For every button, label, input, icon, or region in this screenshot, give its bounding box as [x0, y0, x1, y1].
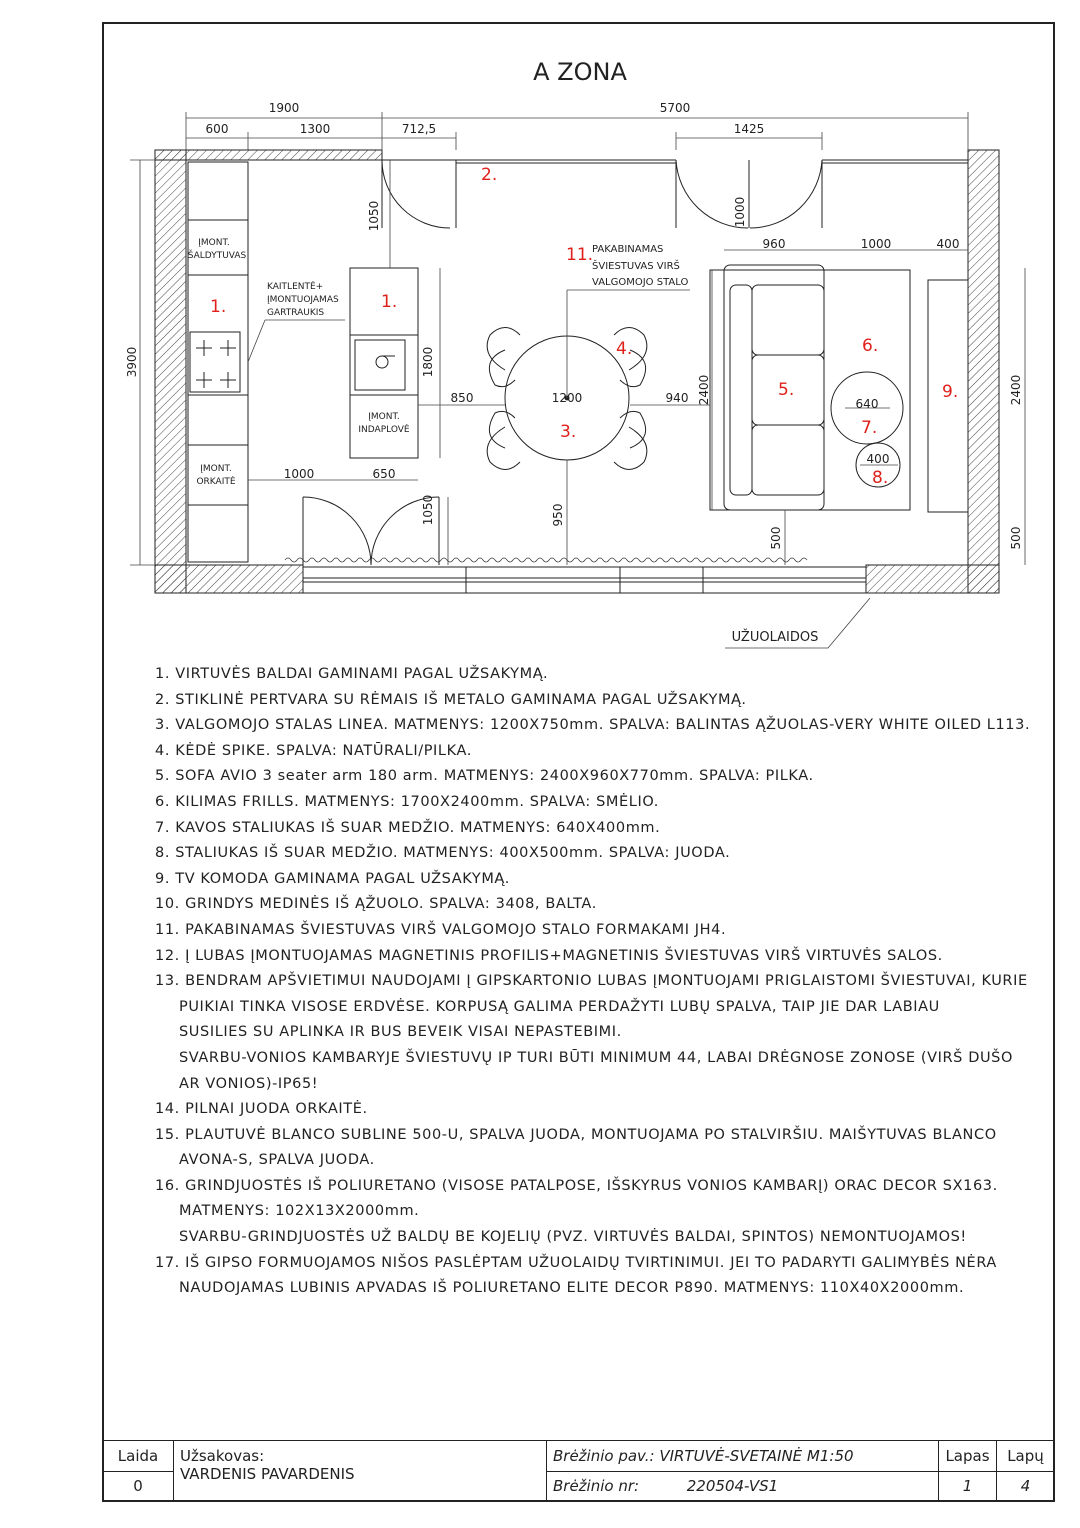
note-6: 6. KILIMAS FRILLS. MATMENYS: 1700X2400mm. SPALVA: SMĖLIO.	[155, 793, 659, 810]
sheets-value: 4	[997, 1471, 1055, 1502]
note-1: 1. VIRTUVĖS BALDAI GAMINAMI PAGAL UŽSAKYMĄ.	[155, 666, 549, 682]
dim-500-right: 500	[1009, 526, 1023, 550]
dim-1000-right: 1000	[860, 237, 892, 251]
laida-value: 0	[103, 1471, 174, 1502]
hob-label-1: KAITLENTĖ+	[267, 282, 324, 292]
door-top-right[interactable]	[676, 160, 822, 228]
laida-label: Laida	[103, 1441, 174, 1472]
sink-icon	[355, 340, 405, 390]
marker-3: 3.	[560, 422, 577, 442]
note-16: 16. GRINDJUOSTĖS IŠ POLIURETANO (VISOSE PATALPOSE, IŠSKYRUS VONIOS KAMBARĮ) ORAC DECOR SX163.	[155, 1177, 998, 1194]
note-4: 4. KĖDĖ SPIKE. SPALVA: NATŪRALI/PILKA.	[155, 742, 472, 759]
note-15-cont: AVONA-S, SPALVA JUODA.	[179, 1152, 375, 1169]
wall-bottom-right	[866, 565, 999, 593]
marker-9: 9.	[942, 382, 959, 402]
note-16-cont-2: SVARBU-GRINDJUOSTĖS UŽ BALDŲ BE KOJELIŲ (PVZ. VIRTUVĖS BALDAI, SPINTOS) NEMONTUOJAMOS!	[179, 1229, 967, 1246]
dim-650: 650	[372, 467, 396, 481]
note-3: 3. VALGOMOJO STALAS LINEA. MATMENYS: 1200X750mm. SPALVA: BALINTAS ĄŽUOLAS-VERY WHITE OILED L113.	[155, 717, 1031, 734]
note-13: 13. BENDRAM APŠVIETIMUI NAUDOJAMI Į GIPSKARTONIO LUBAS ĮMONTUOJAMI PRIGLAISTOMI ŠVIESTUVAI, KURIE	[155, 973, 1028, 990]
title-block	[102, 1440, 1055, 1502]
dishwasher-label-2: INDAPLOVĖ	[358, 425, 410, 435]
client-value: VARDENIS PAVARDENIS	[180, 1465, 355, 1483]
plan-title: A ZONA	[533, 58, 627, 86]
dimension-lines	[130, 112, 1025, 565]
client-label: Užsakovas:	[180, 1447, 265, 1465]
wall-left	[155, 150, 186, 593]
note-9: 9. TV KOMODA GAMINAMA PAGAL UŽSAKYMĄ.	[155, 870, 510, 887]
wall-bottom-left	[155, 565, 303, 593]
sheets-label: Lapų	[997, 1441, 1055, 1472]
drawing-no-cell	[547, 1471, 939, 1502]
sheet-value: 1	[939, 1471, 997, 1502]
dim-2400-sofa: 2400	[697, 374, 711, 406]
marker-5: 5.	[778, 380, 795, 400]
wall-right	[968, 150, 999, 593]
lamp-label-3: VALGOMOJO STALO	[592, 277, 689, 288]
note-10: 10. GRINDYS MEDINĖS IŠ ĄŽUOLO. SPALVA: 3408, BALTA.	[155, 896, 597, 913]
walls	[155, 150, 999, 593]
window-bottom	[303, 567, 866, 593]
dim-500-sofa: 500	[769, 526, 783, 550]
dim-400-table: 400	[866, 452, 890, 466]
note-13-cont-1: PUIKIAI TINKA VISOSE ERDVĖSE. KORPUSĄ GALIMA PERDAŽYTI LUBŲ SPALVA, TAIP JIE DAR LABIAU	[179, 998, 940, 1015]
note-17: 17. IŠ GIPSO FORMUOJAMOS NIŠOS PASLĖPTAM UŽUOLAIDŲ TVIRTINIMUI. JEI TO PADARYTI GALIMYBĖS NĖRA	[155, 1254, 997, 1271]
note-8: 8. STALIUKAS IŠ SUAR MEDŽIO. MATMENYS: 400X500mm. SPALVA: JUODA.	[155, 845, 731, 862]
fridge-label-1: ĮMONT.	[198, 238, 230, 248]
sofa	[724, 265, 824, 510]
note-5: 5. SOFA AVIO 3 seater arm 180 arm. MATMENYS: 2400X960X770mm. SPALVA: PILKA.	[155, 768, 814, 785]
marker-1-left: 1.	[210, 297, 227, 317]
drawing-name-label: Brėžinio pav.:	[553, 1446, 655, 1465]
note-14: 14. PILNAI JUODA ORKAITĖ.	[155, 1101, 368, 1118]
dim-1300: 1300	[299, 122, 331, 136]
kitchen-cabinets	[188, 162, 248, 562]
drawing-no-value: 220504-VS1	[686, 1477, 779, 1496]
marker-8: 8.	[872, 468, 889, 488]
client-cell	[174, 1441, 547, 1502]
curtain-line	[285, 558, 807, 562]
dim-850: 850	[450, 391, 474, 405]
curtains-label: UŽUOLAIDOS	[731, 630, 819, 645]
dim-3900: 3900	[125, 346, 139, 378]
oven-label-2: ORKAITĖ	[196, 477, 236, 487]
fridge-label-2: ŠALDYTUVAS	[187, 251, 247, 261]
note-2: 2. STIKLINĖ PERTVARA SU RĖMAIS IŠ METALO GAMINAMA PAGAL UŽSAKYMĄ.	[155, 691, 747, 708]
note-7: 7. KAVOS STALIUKAS IŠ SUAR MEDŽIO. MATMENYS: 640X400mm.	[155, 819, 661, 836]
dim-1050-top: 1050	[367, 200, 381, 232]
note-13-cont-4: AR VONIOS)-IP65!	[179, 1075, 319, 1092]
marker-11: 11.	[566, 245, 594, 265]
door-top-left[interactable]	[382, 160, 456, 228]
notes-list	[155, 662, 1035, 1302]
note-15: 15. PLAUTUVĖ BLANCO SUBLINE 500-U, SPALVA JUODA, MONTUOJAMA PO STALVIRŠIU. MAIŠYTUVAS BLANCO	[155, 1126, 997, 1143]
note-13-cont-2: SUSILIES SU APLINKA IR BUS BEVEIK VISAI NEPASTEBIMI.	[179, 1024, 622, 1041]
door-bottom-left[interactable]	[303, 494, 439, 565]
dim-5700: 5700	[659, 101, 691, 115]
marker-7: 7.	[861, 418, 878, 438]
note-13-cont-3: SVARBU-VONIOS KAMBARYJE ŠVIESTUVŲ IP TURI BŪTI MINIMUM 44, LABAI DRĖGNOSE ZONOSE (VIRŠ DUŠO	[179, 1049, 1013, 1066]
dishwasher-label-1: ĮMONT.	[368, 412, 400, 422]
hob-label-2: ĮMONTUOJAMAS	[267, 295, 339, 305]
dim-1000-bottom: 1000	[283, 467, 315, 481]
dim-1000-top: 1000	[733, 196, 747, 228]
lamp-label-1: PAKABINAMAS	[592, 244, 664, 255]
marker-4: 4.	[616, 339, 633, 359]
marker-1-island: 1.	[381, 292, 398, 312]
note-11: 11. PAKABINAMAS ŠVIESTUVAS VIRŠ VALGOMOJO STALO FORMAKAMI JH4.	[155, 921, 727, 938]
floor-plan	[0, 0, 1080, 660]
sheet-label: Lapas	[939, 1441, 997, 1472]
dim-950: 950	[551, 503, 565, 527]
note-12: 12. Į LUBAS ĮMONTUOJAMAS MAGNETINIS PROFILIS+MAGNETINIS ŠVIESTUVAS VIRŠ VIRTUVĖS SALOS.	[155, 947, 943, 964]
dim-1050-bottom: 1050	[421, 494, 435, 526]
lamp-label-2: ŠVIESTUVAS VIRŠ	[592, 261, 680, 272]
hob-icon	[196, 340, 236, 388]
dim-640: 640	[855, 397, 879, 411]
dim-1900: 1900	[268, 101, 300, 115]
note-16-cont-1: MATMENYS: 102X13X2000mm.	[179, 1203, 420, 1220]
note-17-cont: NAUDOJAMAS LUBINIS APVADAS IŠ POLIURETANO ELITE DECOR P890. MATMENYS: 110X40X2000mm.	[179, 1280, 965, 1297]
hob-label-3: GARTRAUKIS	[267, 308, 325, 318]
hob-rect	[190, 332, 240, 392]
glass-partition	[456, 160, 968, 228]
marker-6: 6.	[862, 336, 879, 356]
dim-2400-right: 2400	[1009, 374, 1023, 406]
leader-lines	[248, 290, 870, 648]
drawing-name-cell	[547, 1441, 939, 1472]
dim-1425: 1425	[733, 122, 765, 136]
dim-940: 940	[665, 391, 689, 405]
dim-1800: 1800	[421, 346, 435, 378]
wall-top-left	[155, 150, 382, 160]
marker-2: 2.	[481, 165, 498, 185]
drawing-no-label: Brėžinio nr:	[553, 1477, 640, 1496]
dim-960: 960	[762, 237, 786, 251]
dim-712: 712,5	[401, 122, 437, 136]
dim-600: 600	[205, 122, 229, 136]
drawing-name-value: VIRTUVĖ-SVETAINĖ M1:50	[659, 1446, 854, 1465]
dim-400: 400	[936, 237, 960, 251]
dim-1200: 1200	[551, 391, 583, 405]
oven-label-1: ĮMONT.	[200, 464, 232, 474]
